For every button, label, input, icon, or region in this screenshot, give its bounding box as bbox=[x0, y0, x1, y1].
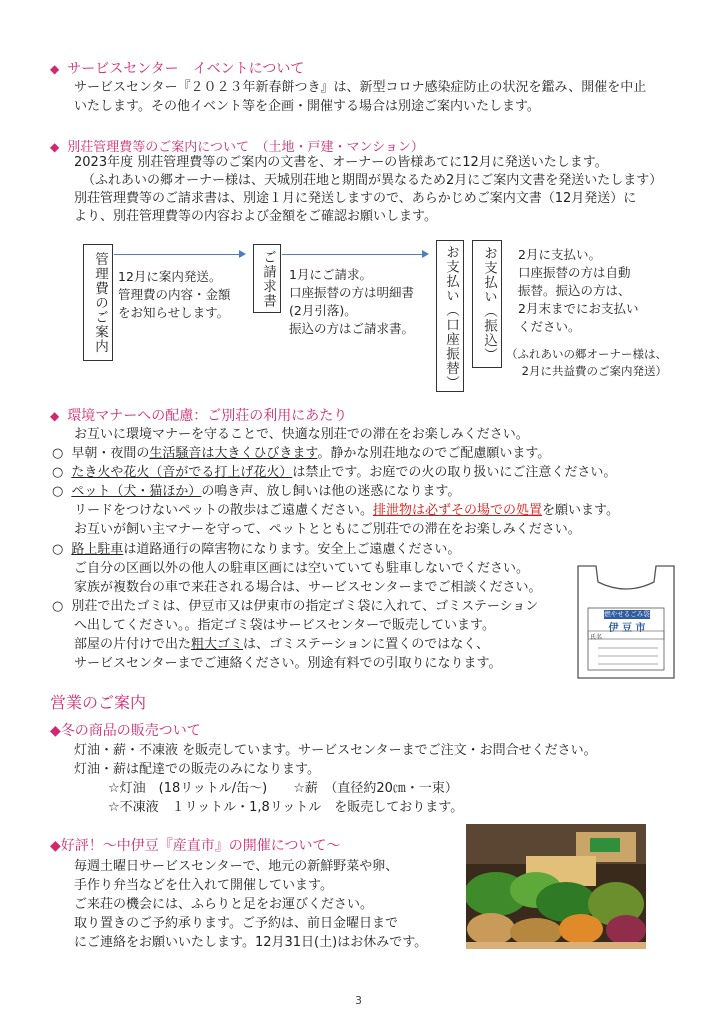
paragraph-line: 別荘管理費等のご請求書は、別途１月に発送しますので、あらかじめご案内文書（12月発送）に bbox=[74, 191, 637, 206]
paragraph-line: 毎週土曜日サービスセンターで、地元の新鮮野菜や卵、 bbox=[74, 859, 399, 874]
text: を願います。 bbox=[542, 503, 619, 518]
flow-line: 2月末までにお支払い bbox=[518, 301, 639, 316]
paragraph-line: いたします。その他イベント等を企画・開催する場合は別途ご案内いたします。 bbox=[74, 99, 540, 114]
section-heading-events bbox=[50, 58, 304, 78]
bullet-garbage bbox=[52, 597, 538, 616]
paragraph-line: 手作り弁当などを仕入れて開催しています。 bbox=[74, 878, 333, 893]
flow-line: 口座振替の方は自動 bbox=[518, 265, 631, 280]
flow-text-guide bbox=[118, 268, 231, 322]
paragraph-line bbox=[74, 501, 619, 520]
flow-line: 振込の方はご請求書。 bbox=[289, 321, 415, 336]
note-line: 2月に共益費のご案内発送） bbox=[521, 364, 667, 378]
flow-line: (2月引落)。 bbox=[289, 303, 357, 318]
circle-bullet-icon: ○ bbox=[52, 599, 64, 614]
paragraph-line: 家族が複数台の車で来荘される場合は、サービスセンターまでご相談ください。 bbox=[74, 580, 542, 595]
bullet-noise bbox=[52, 444, 550, 463]
section-heading-business: 営業のご案内 bbox=[50, 693, 147, 712]
paragraph-line: （ふれあいの郷オーナー様は、天城別荘地と期間が異なるため2月にご案内文書を発送いたします） bbox=[82, 173, 663, 188]
flow-line: 振替。振込の方は、 bbox=[518, 283, 631, 298]
heading-text: 環境マナーへの配慮：ご別荘の利用にあたり bbox=[67, 408, 348, 424]
flow-box-pay-bank: お支払い（振込） bbox=[472, 240, 502, 368]
paragraph-line: サービスセンターまでご連絡ください。別途有料での引取りになります。 bbox=[74, 656, 502, 671]
underlined-text: 生活騒音は大きくひびきます bbox=[149, 446, 318, 461]
flow-note bbox=[506, 346, 667, 380]
text: は、ゴミステーションに置くのではなく、 bbox=[243, 637, 489, 652]
bag-label-top: 燃やせるごみ袋 bbox=[604, 610, 650, 618]
paragraph-line: 取り置きのご予約承ります。ご予約は、前日金曜日まで bbox=[74, 916, 398, 931]
circle-bullet-icon: ○ bbox=[52, 542, 64, 557]
paragraph-line: お互いが飼い主マナーを守って、ペットとともにご別荘での滞在をお楽しみください。 bbox=[74, 522, 581, 537]
paragraph-line: へ出してください。。指定ゴミ袋はサービスセンターで販売しています。 bbox=[74, 618, 495, 633]
text: 部屋の片付けで出た bbox=[74, 637, 192, 652]
flow-line: 2月に支払い。 bbox=[518, 247, 601, 262]
flow-line: ください。 bbox=[518, 319, 581, 334]
circle-bullet-icon: ○ bbox=[52, 484, 64, 499]
flow-line: をお知らせします。 bbox=[118, 305, 230, 320]
text: 別荘で出たゴミは、伊豆市又は伊東市の指定ゴミ袋に入れて、ゴミステーション bbox=[71, 599, 539, 614]
market-photo bbox=[466, 824, 646, 949]
underlined-text: たき火や花火（音がでる打上げ花火） bbox=[71, 465, 293, 480]
text: 早朝・夜間の bbox=[71, 446, 150, 461]
flow-box-guide: 管理費のご案内 bbox=[83, 244, 113, 361]
flow-line: 12月に案内発送。 bbox=[118, 269, 222, 284]
flow-text-payment bbox=[518, 246, 638, 336]
flow-line: 1月にご請求。 bbox=[289, 267, 372, 282]
paragraph-line: 2023年度 別荘管理費等のご案内の文書を、オーナーの皆様あてに12月に発送いたします。 bbox=[74, 155, 608, 170]
text: は道路通行の障害物になります。安全上ご遠慮ください。 bbox=[123, 542, 461, 557]
paragraph-line: サービスセンター『２０２３年新春餅つき』は、新型コロナ感染症防止の状況を鑑み、開催を中止 bbox=[74, 80, 647, 95]
circle-bullet-icon: ○ bbox=[52, 446, 64, 461]
flow-arrow bbox=[282, 254, 427, 255]
circle-bullet-icon: ○ bbox=[52, 465, 64, 480]
text: 。静かな別荘地なのでご配慮願います。 bbox=[317, 446, 551, 461]
note-line: （ふれあいの郷オーナー様は、 bbox=[506, 347, 667, 361]
heading-text: サービスセンター イベントについて bbox=[67, 61, 305, 77]
paragraph-line: ☆不凍液 １リットル・1,8リットル を販売しております。 bbox=[108, 800, 464, 815]
underlined-text: ペット（犬・猫ほか） bbox=[71, 484, 202, 499]
paragraph-line: より、別荘管理費等の内容および金額をご確認お願いします。 bbox=[74, 209, 437, 224]
flow-line: 管理費の内容・金額 bbox=[118, 287, 231, 302]
flow-line: 口座振替の方は明細書 bbox=[289, 285, 415, 300]
underlined-text: 路上駐車 bbox=[71, 542, 124, 557]
text: の鳴き声、放し飼いは他の迷惑になります。 bbox=[201, 484, 461, 499]
bullet-parking bbox=[52, 540, 460, 559]
diamond-icon: ◆ bbox=[50, 62, 60, 76]
red-emphasis-text: 排泄物は必ずその場での処置 bbox=[373, 503, 543, 518]
heading-text: 別荘管理費等のご案内について （土地・戸建・マンション） bbox=[67, 140, 424, 155]
bullet-pets bbox=[52, 482, 460, 501]
paragraph-line: ご来荘の機会には、ふらりと足をお運びください。 bbox=[74, 897, 374, 912]
text: は禁止です。お庭での火の取り扱いにご注意ください。 bbox=[292, 465, 617, 480]
bag-label-name: 氏名 bbox=[590, 634, 603, 641]
bullet-fire bbox=[52, 463, 616, 482]
text: リードをつけないペットの散歩はご遠慮ください。 bbox=[74, 503, 374, 518]
subheading-winter-products: ◆冬の商品の販売ついて bbox=[50, 723, 201, 739]
bag-label-city: 伊 豆 市 bbox=[608, 623, 646, 634]
page-number: 3 bbox=[355, 994, 362, 1007]
paragraph-line: ☆灯油 (18リットル/缶～) ☆薪 （直径約20㎝・一束） bbox=[108, 781, 458, 796]
paragraph-line: 灯油・薪は配達での販売のみになります。 bbox=[74, 762, 320, 777]
vegetable-market-image bbox=[466, 824, 646, 949]
flow-box-pay-transfer: お支払い（口座振替） bbox=[436, 240, 464, 392]
paragraph-line: 灯油・薪・不凍液 を販売しています。サービスセンターまでご注文・お問合せください。 bbox=[74, 743, 597, 758]
paragraph-line: お互いに環境マナーを守ることで、快適な別荘での滞在をお楽しみください。 bbox=[74, 427, 529, 442]
section-heading-manners bbox=[50, 405, 347, 425]
paragraph-line bbox=[74, 635, 489, 654]
garbage-bag-illustration bbox=[576, 562, 676, 680]
subheading-market: ◆好評！～中伊豆『産直市』の開催について～ bbox=[50, 838, 341, 854]
paragraph-line: にご連絡をお願いいたします。12月31日(土)はお休みです。 bbox=[74, 935, 428, 950]
paragraph-line: ご自分の区画以外の他人の駐車区画には空いていても駐車しないでください。 bbox=[74, 561, 530, 576]
diamond-icon: ◆ bbox=[50, 409, 60, 423]
diamond-icon: ◆ bbox=[50, 140, 60, 154]
underlined-text: 粗大ゴミ bbox=[191, 637, 244, 652]
flow-text-invoice bbox=[289, 266, 414, 338]
flow-arrow bbox=[114, 254, 244, 255]
flow-box-invoice: ご請求書 bbox=[253, 244, 281, 313]
